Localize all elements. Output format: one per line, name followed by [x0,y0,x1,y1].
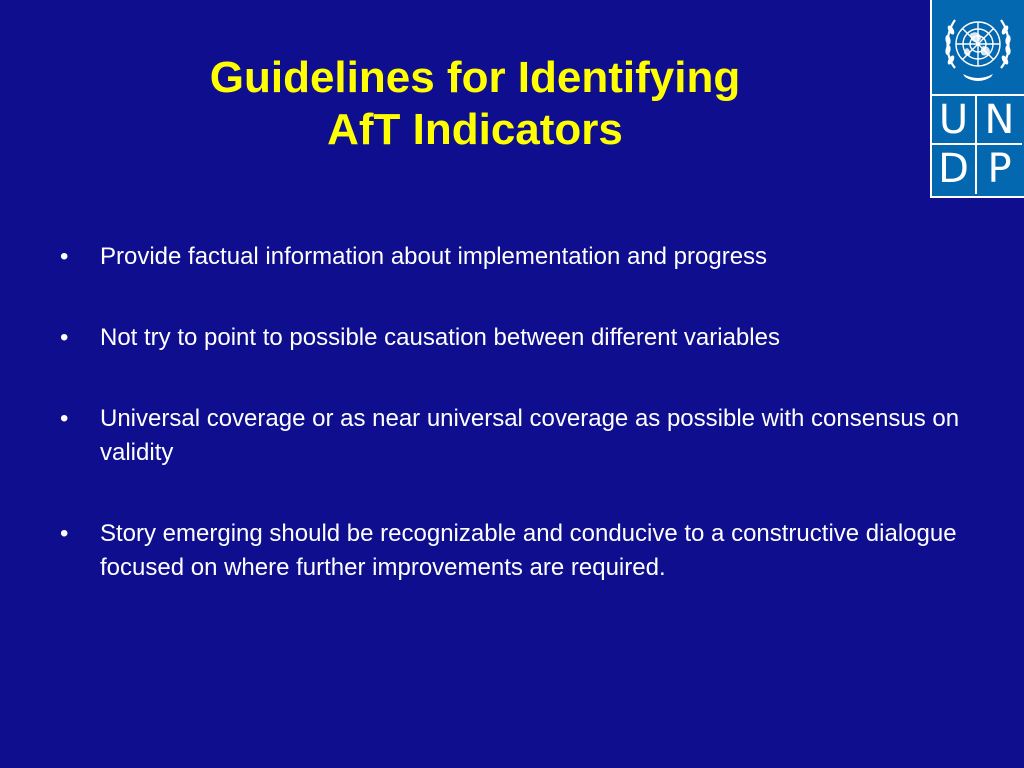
slide-title [40,52,910,156]
un-emblem-icon [932,0,1024,96]
bullet-item [60,402,960,470]
undp-logo [930,0,1024,198]
logo-letter-u: U [932,96,977,145]
bullet-item [60,517,960,585]
bullet-text: Universal coverage or as near universal coverage as possible with consensus on validity [100,405,960,466]
bullet-item [60,240,960,274]
slide-title-line-2: AfT Indicators [327,105,623,154]
bullet-text: Story emerging should be recognizable and conducive to a constructive dialogue focused on where further improvements are required. [100,520,957,581]
logo-letter-n: N [977,96,1022,145]
bullet-marker: • [60,520,69,547]
slide-title-line-1: Guidelines for Identifying [209,53,741,102]
bullet-text: Provide factual information about implementation and progress [100,243,768,270]
logo-letter-p: P [987,146,1012,192]
bullet-marker: • [60,405,69,432]
bullet-text: Not try to point to possible causation between different variables [100,324,780,351]
bullet-marker: • [60,243,69,270]
logo-letter-d: D [932,145,977,194]
bullet-list [60,240,960,632]
bullet-item [60,321,960,355]
bullet-marker: • [60,324,69,351]
